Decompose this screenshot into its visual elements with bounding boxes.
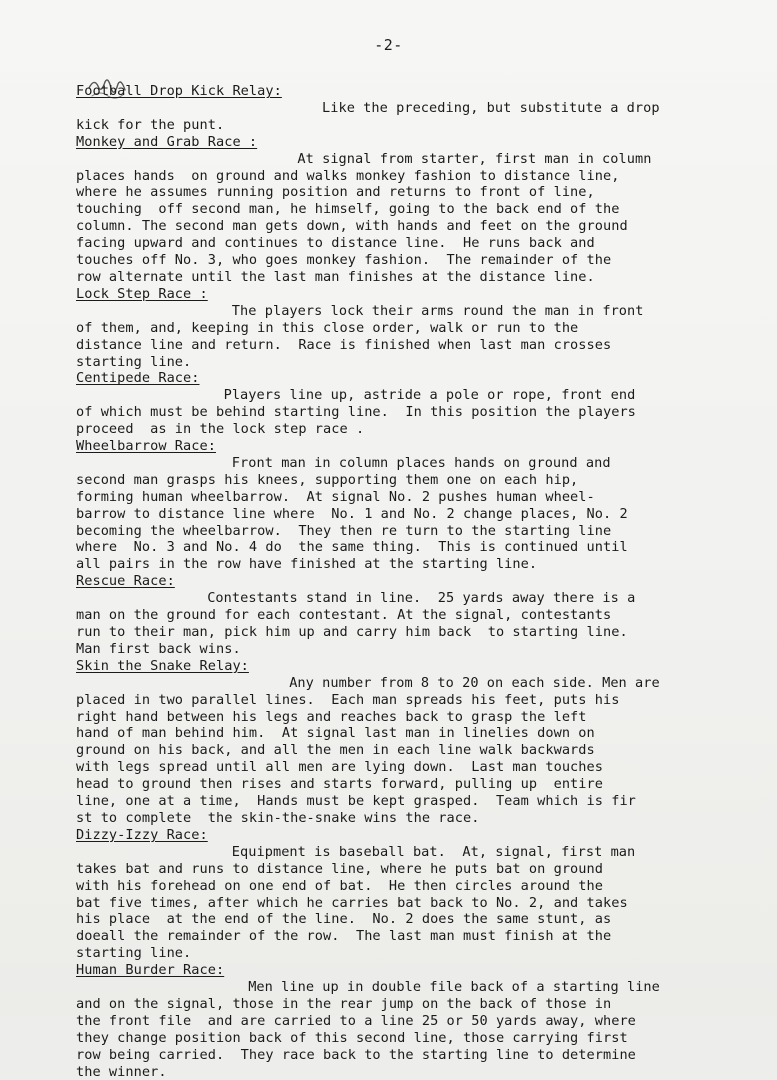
section [76, 962, 726, 1080]
section-lead-line: Equipment is baseball bat. At, signal, first man [231, 843, 636, 860]
body-text-line: becoming the wheelbarrow. They then re turn to the starting line [76, 522, 612, 539]
body-text-line: row alternate until the last man finishes at the distance line. [76, 268, 595, 285]
section-heading: Football Drop Kick Relay: [76, 83, 282, 99]
body-text-line: with legs spread until all men are lying down. Last man touches [76, 759, 603, 776]
section-heading: Centipede Race: [76, 370, 200, 387]
body-text-line: barrow to distance line where No. 1 and No. 2 change places, No. 2 [76, 505, 628, 522]
section [76, 134, 726, 286]
body-text-line: takes bat and runs to distance line, where he puts bat on ground [76, 860, 603, 877]
body-text-line: column. The second man gets down, with hands and feet on the ground [76, 218, 628, 235]
section-lead-line: Any number from 8 to 20 on each side. Men are [289, 674, 660, 691]
body-text-line: where he assumes running position and returns to front of line, [76, 184, 595, 201]
body-text-line: places hands on ground and walks monkey fashion to distance line, [76, 167, 620, 184]
body-text-line: touches off No. 3, who goes monkey fashion. The remainder of the [76, 252, 612, 269]
body-text-line: proceed as in the lock step race . [76, 421, 365, 438]
section-heading: Monkey and Grab Race : [76, 133, 258, 150]
body-text-line: the winner. [76, 1063, 167, 1080]
body-text-line: all pairs in the row have finished at the starting line. [76, 556, 538, 573]
section [76, 370, 726, 438]
body-text-line: of them, and, keeping in this close order, walk or run to the [76, 319, 579, 336]
body-text-line: right hand between his legs and reaches back to grasp the left [76, 708, 587, 725]
body-text-line: starting line. [76, 945, 192, 962]
body-text-line: the front file and are carried to a line 25 or 50 yards away, where [76, 1012, 636, 1029]
body-text-line: starting line. [76, 353, 192, 370]
body-text-line: st to complete the skin-the-snake wins the race. [76, 809, 480, 826]
body-text-line: facing upward and continues to distance line. He runs back and [76, 235, 595, 252]
section-heading: Skin the Snake Relay: [76, 657, 249, 674]
section [76, 286, 726, 371]
body-text-line: ground on his back, and all the men in each line walk backwards [76, 742, 595, 759]
body-text-line: second man grasps his knees, supporting them one on each hip, [76, 471, 579, 488]
body-text-line: head to ground then rises and starts forward, pulling up entire [76, 776, 603, 793]
body-text-line: row being carried. They race back to the starting line to determine [76, 1046, 636, 1063]
body-text-line: placed in two parallel lines. Each man spreads his feet, puts his [76, 691, 620, 708]
section-heading: Human Burder Race: [76, 962, 225, 979]
section [76, 438, 726, 573]
section-lead-line: Contestants stand in line. 25 yards away there is a [207, 590, 636, 607]
section-lead-line: Like the preceding, but substitute a drop [322, 99, 660, 116]
body-text-line: with his forehead on one end of bat. He then circles around the [76, 877, 603, 894]
body-text-line: distance line and return. Race is finished when last man crosses [76, 336, 612, 353]
section [76, 573, 726, 658]
body-text-line: his place at the end of the line. No. 2 does the same stunt, as [76, 911, 612, 928]
body-text-line: Man first back wins. [76, 640, 241, 657]
section-heading: Wheelbarrow Race: [76, 438, 216, 455]
body-text-line: touching off second man, he himself, going to the back end of the [76, 201, 620, 218]
body-text-line: they change position back of this second line, those carrying first [76, 1029, 628, 1046]
body-text-line: line, one at a time, Hands must be kept grasped. Team which is fir [76, 793, 636, 810]
section-heading: Rescue Race: [76, 573, 175, 590]
section [76, 83, 726, 134]
section-lead-line: Front man in column places hands on ground and [231, 454, 611, 471]
body-text-line: forming human wheelbarrow. At signal No. 2 pushes human wheel- [76, 488, 595, 505]
body-text-line: run to their man, pick him up and carry him back to starting line. [76, 624, 628, 640]
body-text-line: kick for the punt. [76, 116, 225, 133]
body-text-line: hand of man behind him. At signal last man in linelies down on [76, 725, 595, 742]
body-text-line: and on the signal, those in the rear jump on the back of those in [76, 995, 612, 1012]
body-text-line: doeall the remainder of the row. The last man must finish at the [76, 928, 612, 945]
body-text-line: where No. 3 and No. 4 do the same thing. This is continued until [76, 539, 628, 556]
section-lead-line: Players line up, astride a pole or rope, front end [223, 387, 636, 404]
section-heading: Dizzy-Izzy Race: [76, 826, 208, 843]
section-lead-line: At signal from starter, first man in column [297, 150, 652, 167]
body-text-line: man on the ground for each contestant. At the signal, contestants [76, 607, 612, 624]
page-number: -2- [374, 36, 403, 54]
section [76, 658, 726, 827]
document-body [76, 83, 726, 1080]
section-heading: Lock Step Race : [76, 285, 208, 302]
body-text-line: of which must be behind starting line. In this position the players [76, 404, 636, 421]
section-lead-line: Men line up in double file back of a starting line [248, 979, 660, 996]
body-text-line: bat five times, after which he carries bat back to No. 2, and takes [76, 894, 628, 911]
section-lead-line: The players lock their arms round the man in front [231, 302, 644, 319]
section [76, 827, 726, 962]
